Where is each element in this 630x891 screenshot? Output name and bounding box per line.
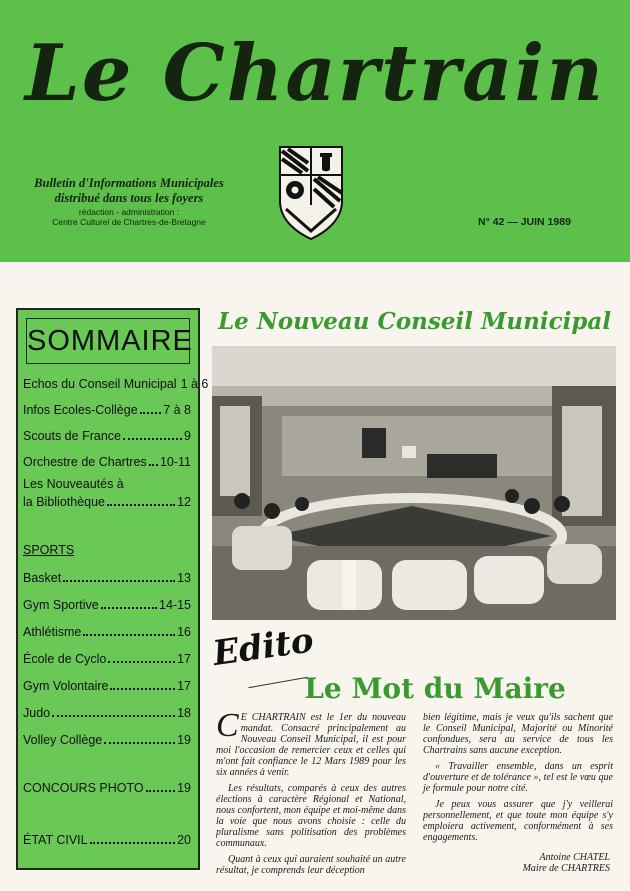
bulletin-subtitle — [14, 176, 244, 206]
article-column-right — [423, 712, 613, 848]
drop-cap: C — [216, 707, 239, 744]
article-paragraph: bien légitime, mais je veux qu'ils sachent que le Conseil Municipal, Majorité ou Minorité confondues, sera au service de tous les Chartrains sans aucune exception. — [423, 712, 613, 756]
toc-item-label: Echos du Conseil Municipal — [23, 377, 177, 391]
toc-item-label: Volley Collège — [23, 733, 103, 747]
article-paragraph — [216, 707, 406, 778]
toc-item-label: ÉTAT CIVIL — [23, 833, 88, 847]
signature-title: Maire de CHARTRES — [522, 863, 610, 874]
sommaire-title: SOMMAIRE — [26, 318, 190, 364]
toc-item-pages: 17 — [177, 652, 191, 666]
redaction-line-2: Centre Culturel de Chartres-de-Bretagne — [52, 217, 206, 227]
article-paragraph: Les résultats, comparés à ceux des autres élections à caractère Régional et National, nous confortent, mon équipe et moi-même dans la voie que nous avons choisie : celle du pluralisme sans politisation des problèmes communaux. — [216, 783, 406, 849]
article-paragraph: Je peux vous assurer que j'y veillerai personnellement, et que toute mon équipe s'y emploiera activement, conformément à ses engagements. — [423, 799, 613, 843]
sports-heading: SPORTS — [23, 543, 75, 557]
signature-block — [470, 852, 610, 874]
toc-item[interactable] — [23, 402, 191, 418]
toc-item[interactable] — [23, 454, 191, 470]
edito-underline — [248, 677, 307, 688]
toc-item-pages: 1 à 6 — [180, 377, 209, 391]
masthead-title: Le Chartrain — [24, 28, 606, 119]
toc-item-pages: 14-15 — [159, 598, 191, 612]
toc-item[interactable] — [23, 597, 191, 613]
toc-item[interactable] — [23, 651, 191, 667]
toc-item[interactable] — [23, 494, 191, 510]
toc-item-pages: 18 — [177, 706, 191, 720]
redaction-line-1: rédaction - administration : — [78, 207, 180, 217]
toc-item[interactable] — [23, 570, 191, 586]
article-column-left — [216, 707, 406, 881]
toc-item-pages: 10-11 — [159, 455, 191, 469]
maire-title: Le Mot du Maire — [304, 672, 566, 705]
bulletin-line-1: Bulletin d'Informations Municipales — [34, 176, 224, 190]
header-band — [0, 0, 630, 262]
toc-item-pages: 17 — [177, 679, 191, 693]
toc-item[interactable] — [23, 376, 209, 392]
toc-item-label: Scouts de France — [23, 429, 121, 443]
edito-label: Edito — [210, 620, 317, 674]
toc-item[interactable] — [23, 705, 191, 721]
toc-item[interactable] — [23, 832, 191, 848]
bulletin-line-2: distribué dans tous les foyers — [54, 191, 204, 205]
toc-item-pages: 19 — [177, 781, 191, 795]
toc-item-label: la Bibliothèque — [23, 495, 106, 509]
toc-item-label: Athlétisme — [23, 625, 82, 639]
toc-item-label: Gym Sportive — [23, 598, 99, 612]
toc-item-label[interactable]: Les Nouveautés à — [23, 477, 124, 491]
toc-item-label: École de Cyclo — [23, 652, 107, 666]
sommaire-box — [16, 308, 209, 870]
toc-item-label: Judo — [23, 706, 51, 720]
toc-item-pages: 13 — [177, 571, 191, 585]
toc-item-label: CONCOURS PHOTO — [23, 781, 144, 795]
town-crest-icon — [278, 145, 344, 241]
toc-item[interactable] — [23, 780, 191, 796]
toc-item[interactable] — [23, 428, 191, 444]
toc-item-label: Basket — [23, 571, 62, 585]
toc-item-pages: 7 à 8 — [163, 403, 191, 417]
toc-item-pages: 16 — [177, 625, 191, 639]
council-meeting-photo — [212, 346, 616, 620]
toc-item-label: Orchestre de Chartres — [23, 455, 147, 469]
article-paragraph: « Travailler ensemble, dans un esprit d'ouverture et de tolérance », tel est le vœu que je formule pour notre cité. — [423, 761, 613, 794]
toc-item-pages: 20 — [177, 833, 191, 847]
toc-item-pages: 12 — [177, 495, 191, 509]
toc-item-pages: 9 — [184, 429, 191, 443]
toc-item-label: Infos Ecoles-Collège — [23, 403, 138, 417]
paragraph-text: E CHARTRAIN est le 1er du nouveau mandat. Consacré principalement au Nouveau Conseil Municipal, il est pour moi l'occasion de remercier ceux et celles qui m'ont fait confiance le 12 Mars 1989 pour les six années à venir. — [216, 712, 406, 778]
redaction-info — [14, 207, 244, 227]
signature-name: Antoine CHATEL — [539, 852, 610, 863]
toc-item[interactable] — [23, 624, 191, 640]
article-title: Le Nouveau Conseil Municipal — [218, 308, 612, 335]
toc-item[interactable] — [23, 732, 191, 748]
toc-item-label: Gym Volontaire — [23, 679, 109, 693]
toc-item-pages: 19 — [177, 733, 191, 747]
toc-item[interactable] — [23, 678, 191, 694]
issue-number: N° 42 — JUIN 1989 — [478, 216, 571, 228]
article-paragraph: Quant à ceux qui auraient souhaité un autre résultat, je comprends leur déception — [216, 854, 406, 876]
